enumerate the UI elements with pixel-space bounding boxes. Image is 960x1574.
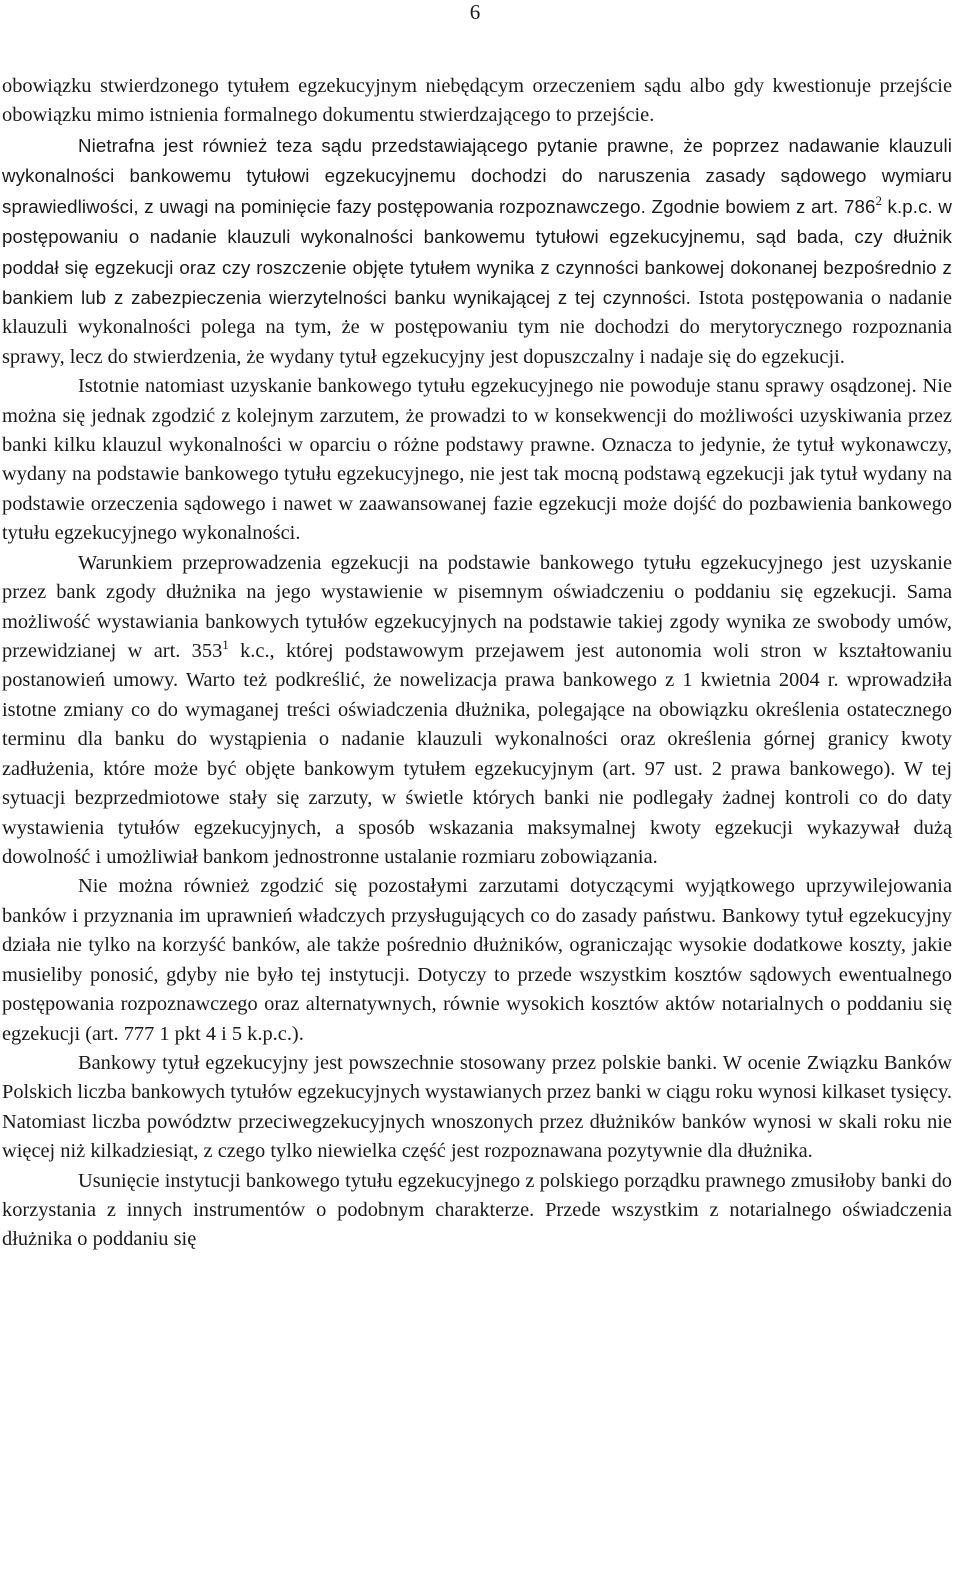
paragraph-2-superscript: 2 xyxy=(875,192,882,208)
paragraph-2-text-before-sup: Nietrafna jest również teza sądu przedstawiającego pytanie prawne, że poprzez nadawanie klauzuli wykonalności bankowemu tytułowi egzekucyjnemu dochodzi do naruszenia zasady sądowego wymiaru sprawiedliwości, z uwagi na pominięcie fazy postępowania rozpoznawczego. Zgodnie bowiem z art. 786 xyxy=(2,134,952,217)
paragraph-2-sans-part xyxy=(2,135,952,217)
paragraph-2 xyxy=(2,131,952,372)
document-body xyxy=(2,72,952,1255)
paragraph-4-superscript: 1 xyxy=(222,637,229,653)
paragraph-4-text-before-sup: Warunkiem przeprowadzenia egzekucji na podstawie bankowego tytułu egzekucyjnego jest uzyskanie przez bank zgody dłużnika na jego wystawienie w pisemnym oświadczeniu o poddaniu się egzekucji. Sama możliwość wystawiania bankowych tytułów egzekucyjnych na podstawie takiej zgody wynika ze swobody umów, przewidzianej w art. 353 xyxy=(2,551,952,663)
page-number xyxy=(0,0,960,24)
paragraph-2-text-serif: Istota postępowania o nadanie klauzuli wykonalności polega na tym, że w postępowaniu tym nie dochodzi do merytorycznego rozpoznania sprawy, lecz do stwierdzenia, że wydany tytuł egzekucyjny jest dopuszczalny i nadaje się do egzekucji. xyxy=(2,286,952,368)
paragraph-7: Usunięcie instytucji bankowego tytułu egzekucyjnego z polskiego porządku prawnego zmusiłoby banki do korzystania z innych instrumentów o podobnym charakterze. Przede wszystkim z notarialnego oświadczenia dłużnika o poddaniu się xyxy=(2,1169,952,1251)
paragraph-1: obowiązku stwierdzonego tytułem egzekucyjnym niebędącym orzeczeniem sądu albo gdy kwestionuje przejście obowiązku mimo istnienia formalnego dokumentu stwierdzającego to przejście. xyxy=(2,75,952,127)
paragraph-4-text-after-sup: k.c., której podstawowym przejawem jest autonomia woli stron w kształtowaniu postanowień umowy. Warto też podkreślić, że nowelizacja prawa bankowego z 1 kwietnia 2004 r. wprowadziła istotne zmiany co do wymaganej treści oświadczenia dłużnika, polegające na obowiązku określenia ostatecznego terminu dla banku do wystąpienia o nadanie klauzuli wykonalności oraz określenia górnej granicy kwoty zadłużenia, które może być objęte bankowym tytułem egzekucyjnym (art. 97 ust. 2 prawa bankowego). W tej sytuacji bezprzedmiotowe stały się zarzuty, w świetle których banki nie podlegały żadnej kontroli co do daty wystawienia tytułów egzekucyjnych, a sposób wskazania maksymalnej kwoty egzekucji wykazywał dużą dowolność i umożliwiał bankom jednostronne ustalanie rozmiaru zobowiązania. xyxy=(2,640,953,868)
paragraph-2-text-after-sup: k.p.c. w postępowaniu o nadanie klauzuli wykonalności bankowemu tytułowi egzekucyjnemu, sąd bada, czy dłużnik poddał się egzekucji oraz czy roszczenie objęte tytułem wynika z czynności bankowej dokonanej bezpośrednio z bankiem lub z zabezpieczenia wierzytelności banku wynikającej z tej czynności. xyxy=(2,195,953,308)
page-number-text: 6 xyxy=(469,0,481,24)
paragraph-4 xyxy=(2,549,952,873)
paragraph-6: Bankowy tytuł egzekucyjny jest powszechnie stosowany przez polskie banki. W ocenie Związku Banków Polskich liczba bankowych tytułów egzekucyjnych wystawianych przez banki w ciągu roku wynosi kilkaset tysięcy. Natomiast liczba powództw przeciwegzekucyjnych wnoszonych przez dłużników banków wynosi w skali roku nie więcej niż kilkadziesiąt, z czego tylko niewielka część jest rozpoznawana pozytywnie dla dłużnika. xyxy=(2,1051,952,1163)
paragraph-5: Nie można również zgodzić się pozostałymi zarzutami dotyczącymi wyjątkowego uprzywilejowania banków i przyznania im uprawnień władczych przysługujących co do zasady państwu. Bankowy tytuł egzekucyjny działa nie tylko na korzyść banków, ale także pośrednio dłużników, ograniczając wysokie dodatkowe koszty, jakie musieliby ponosić, gdyby nie było tej instytucji. Dotyczy to przede wszystkim kosztów sądowych ewentualnego postępowania rozpoznawczego oraz alternatywnych, równie wysokich kosztów aktów notarialnych o poddaniu się egzekucji (art. 777 1 pkt 4 i 5 k.p.c.). xyxy=(2,875,952,1045)
paragraph-3: Istotnie natomiast uzyskanie bankowego tytułu egzekucyjnego nie powoduje stanu sprawy osądzonej. Nie można się jednak zgodzić z kolejnym zarzutem, że prowadzi to w konsekwencji do możliwości uzyskiwania przez banki kilku klauzul wykonalności w oparciu o różne podstawy prawne. Oznacza to jedynie, że tytuł wykonawczy, wydany na podstawie bankowego tytułu egzekucyjnego, nie jest tak mocną podstawą egzekucji jak tytuł wydany na podstawie orzeczenia sądowego i nawet w zaawansowanej fazie egzekucji może dojść do pozbawienia bankowego tytułu egzekucyjnego wykonalności. xyxy=(2,375,952,545)
